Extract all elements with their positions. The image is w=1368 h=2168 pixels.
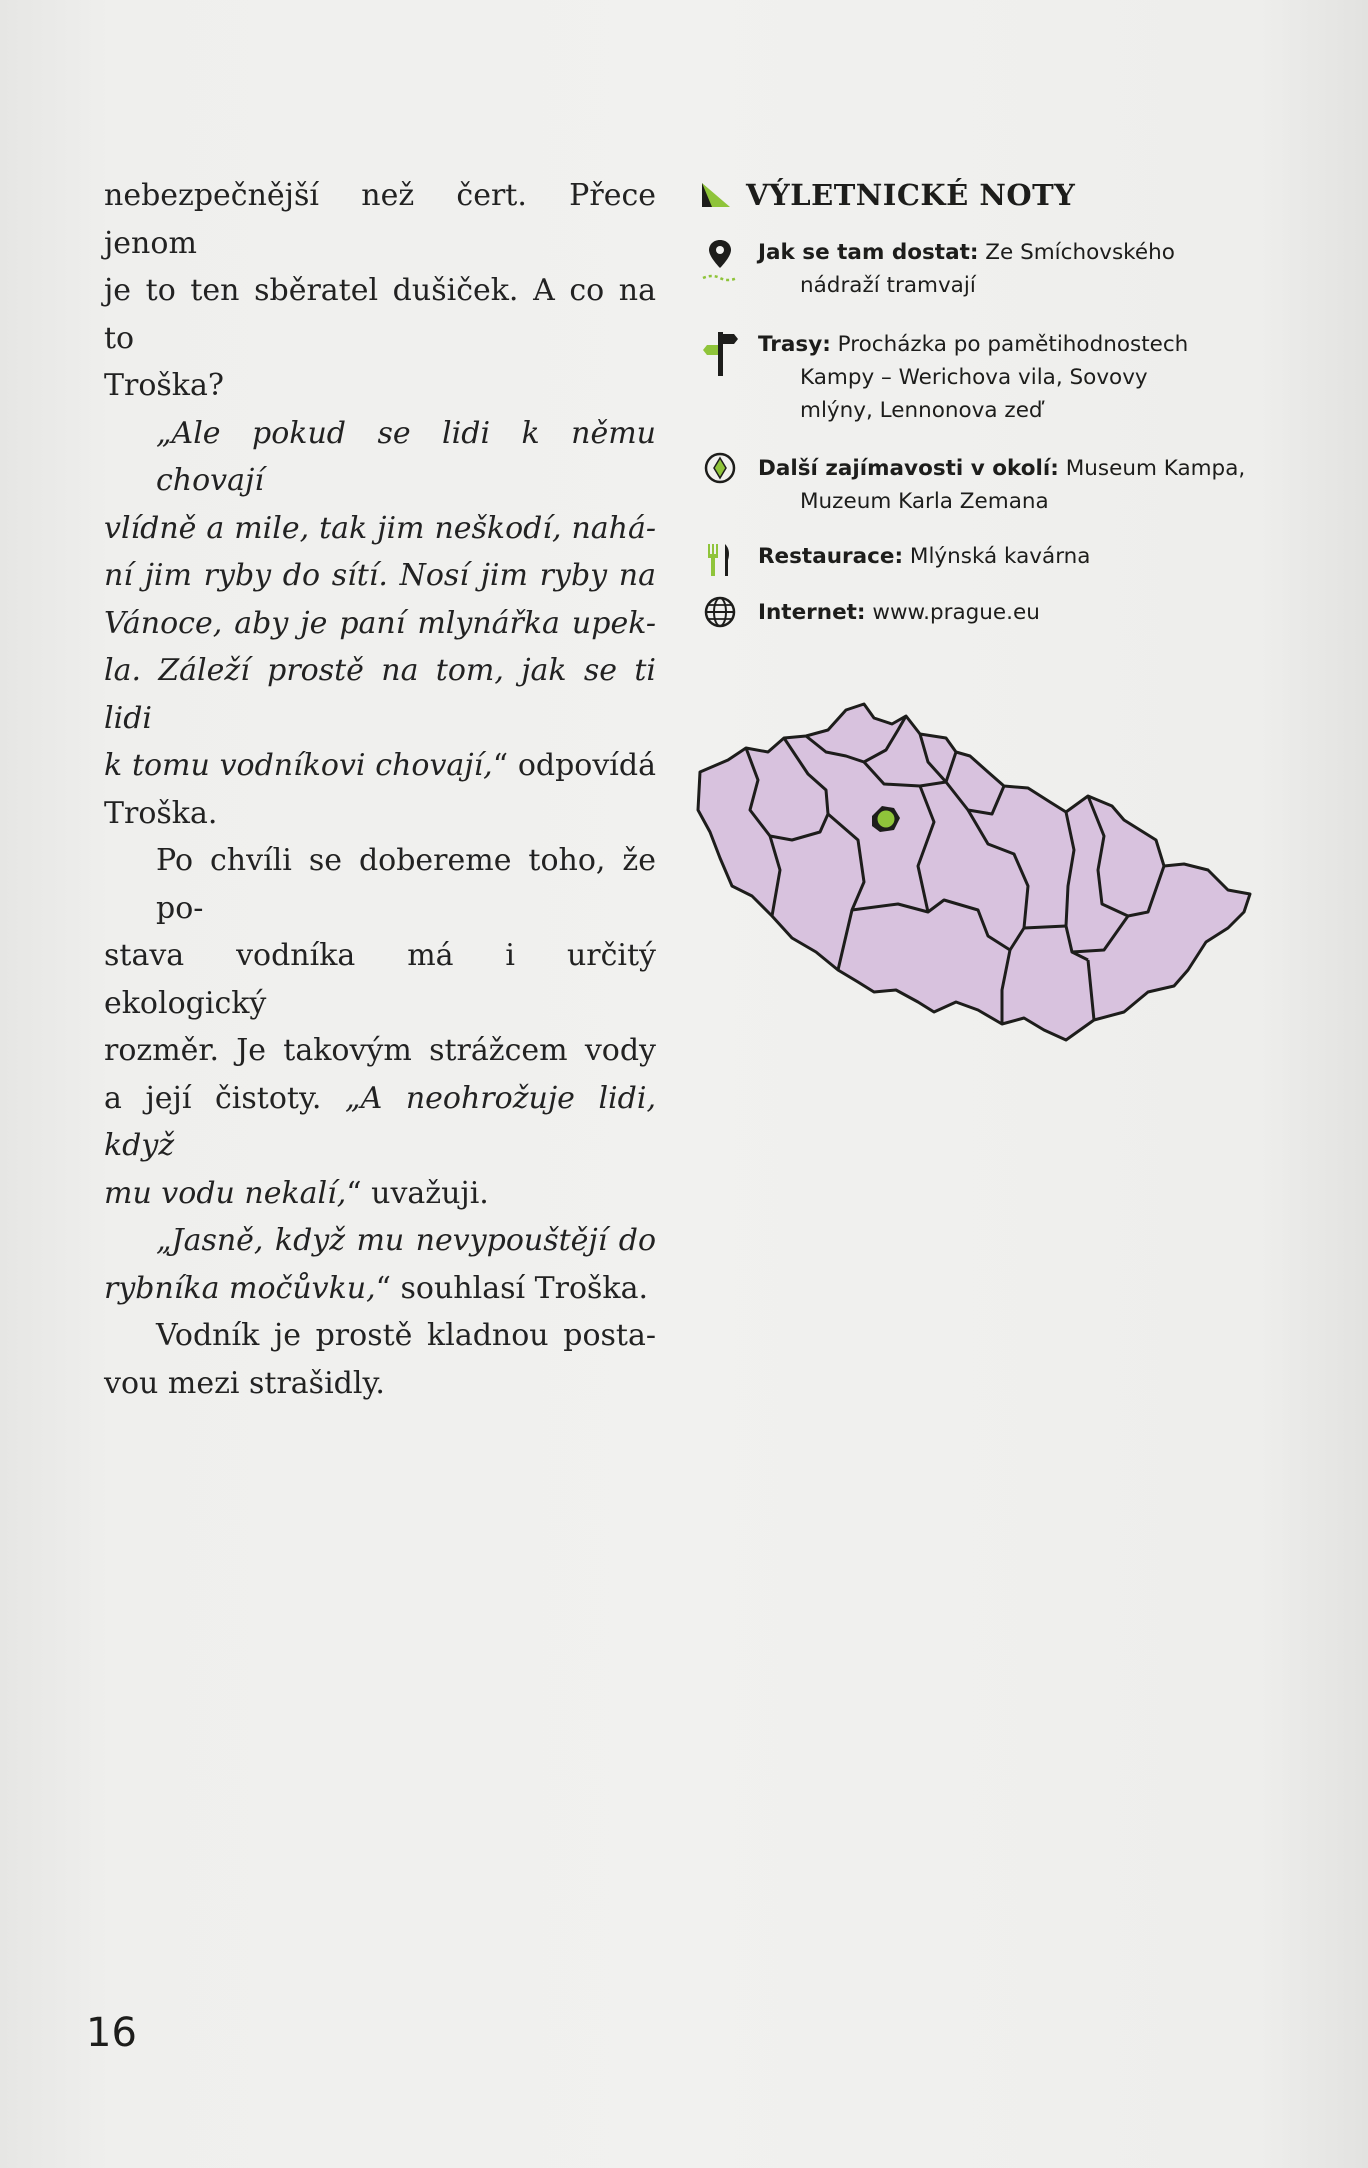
roman-run: “ odpovídá <box>492 748 656 783</box>
note-text <box>758 452 1318 518</box>
note-value-cont: mlýny, Lennonova zeď <box>800 398 1043 423</box>
note-text <box>758 540 1318 573</box>
globe-icon <box>700 596 740 652</box>
text-line: vou mezi strašidly. <box>104 1365 385 1401</box>
text-line: nebezpečnější než čert. Přece jenom <box>104 178 656 261</box>
note-label: Další zajímavosti v okolí: <box>758 456 1059 481</box>
note-text <box>758 236 1318 302</box>
prague-highlight <box>878 811 895 828</box>
paragraph-2 <box>104 410 656 838</box>
italic-run: mu vodu nekalí, <box>104 1175 347 1211</box>
note-value-cont: Muzeum Karla Zemana <box>800 489 1049 514</box>
trip-notes-header <box>700 170 1300 220</box>
text-line <box>104 1075 656 1170</box>
note-text <box>758 328 1318 427</box>
trip-notes-box <box>700 170 1300 625</box>
italic-run: rybníka močůvku, <box>104 1270 376 1306</box>
note-text <box>758 596 1318 629</box>
triangle-marker-icon <box>700 181 732 209</box>
roman-run: “ uvažuji. <box>346 1175 489 1211</box>
trip-notes-title: VÝLETNICKÉ NOTY <box>746 178 1076 212</box>
text-line: Troška. <box>104 795 218 831</box>
note-value: Procházka po pamětihodnostech <box>830 332 1189 357</box>
text-line: Vánoce, aby je paní mlynářka upek- <box>104 605 656 641</box>
text-line: „Ale pokud se lidi k němu chovají <box>156 415 656 498</box>
text-line: rozměr. Je takovým strážcem vody <box>104 1033 656 1068</box>
compass-icon <box>700 452 740 508</box>
text-line <box>104 742 656 790</box>
text-line: vlídně a mile, tak jim neškodí, nahá- <box>104 510 656 546</box>
text-line: Po chvíli se dobereme toho, že po- <box>156 843 656 926</box>
note-value: Mlýnská kavárna <box>903 544 1091 569</box>
page-number: 16 <box>86 2010 137 2056</box>
roman-run: “ souhlasí Troška. <box>375 1270 649 1306</box>
note-value-cont: nádraží tramvají <box>800 273 976 298</box>
note-value: www.prague.eu <box>865 600 1040 625</box>
note-label: Restaurace: <box>758 544 904 569</box>
italic-run: k tomu vodníkovi chovají, <box>104 748 493 783</box>
note-value-cont: Kampy – Werichova vila, Sovovy <box>800 365 1148 390</box>
text-line: „Jasně, když mu nevypouštějí do <box>156 1223 656 1258</box>
text-line: Vodník je prostě kladnou posta- <box>156 1318 656 1353</box>
paragraph-4 <box>104 1217 656 1312</box>
note-label: Internet: <box>758 600 866 625</box>
czech-regions-map <box>688 690 1256 1050</box>
paragraph-3 <box>104 837 656 1217</box>
note-value: Museum Kampa, <box>1058 456 1246 481</box>
map-pin-icon <box>700 236 740 292</box>
text-line: la. Záleží prostě na tom, jak se ti lidi <box>104 653 656 736</box>
note-label: Trasy: <box>758 332 831 357</box>
note-label: Jak se tam dostat: <box>758 240 979 265</box>
text-line <box>104 1265 656 1313</box>
text-line: Troška? <box>104 368 224 403</box>
text-line: je to ten sběratel dušiček. A co na to <box>104 273 656 356</box>
body-text-column <box>104 172 656 1407</box>
paragraph-1 <box>104 172 656 410</box>
signpost-icon <box>700 328 740 384</box>
text-line: stava vodníka má i určitý ekologický <box>104 938 656 1021</box>
note-value: Ze Smíchovského <box>978 240 1175 265</box>
text-line <box>104 1170 656 1218</box>
text-line: ní jim ryby do sítí. Nosí jim ryby na <box>104 558 656 593</box>
cutlery-icon <box>700 540 740 596</box>
roman-run: a její čistoty. <box>104 1080 346 1116</box>
paragraph-5 <box>104 1312 656 1407</box>
italic-run: „A neohrožuje lidi, když <box>104 1080 656 1163</box>
